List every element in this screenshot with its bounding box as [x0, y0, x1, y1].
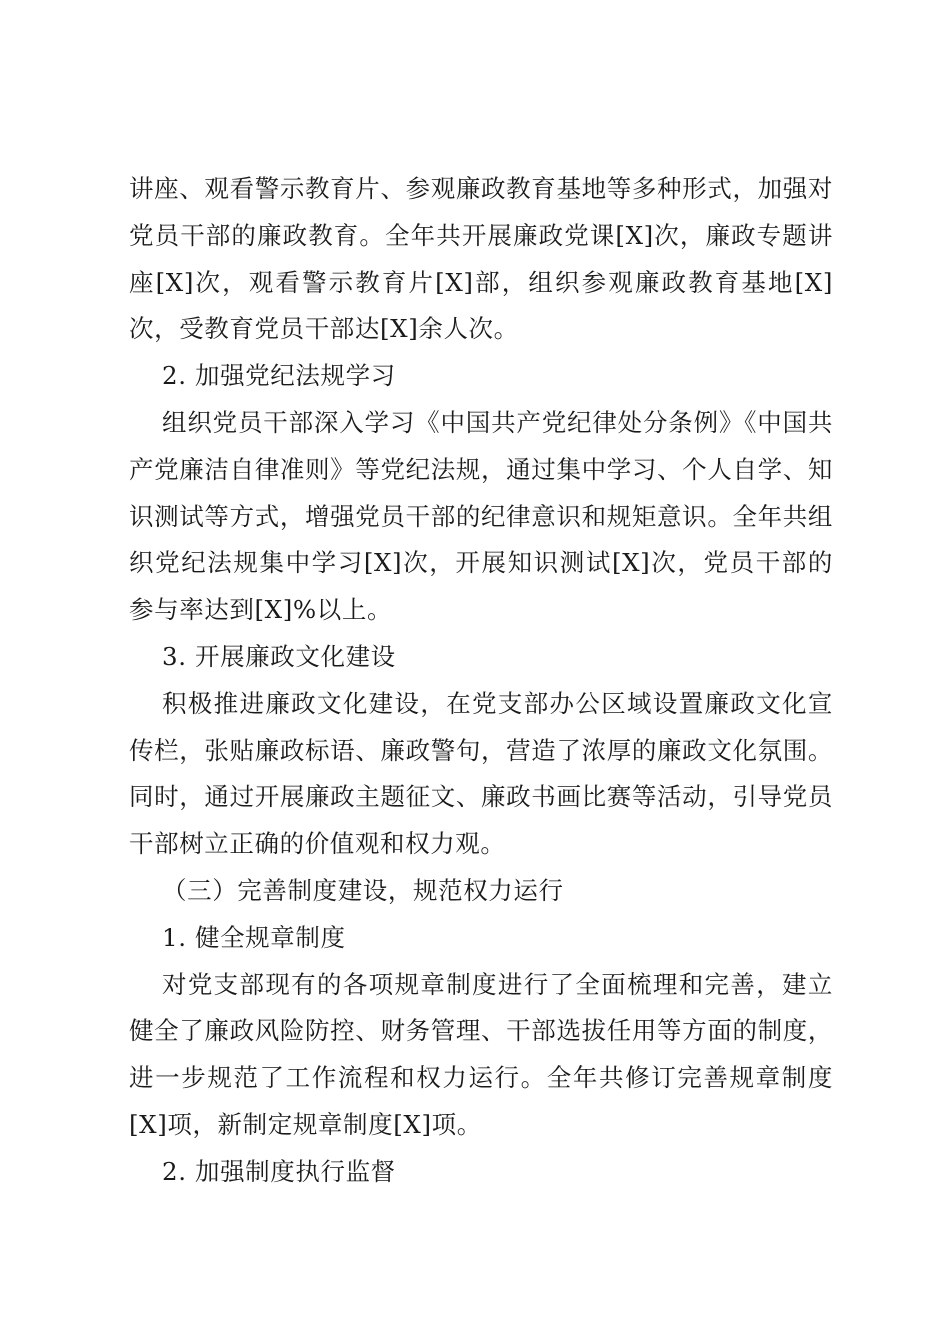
paragraph-party-discipline-study: 组织党员干部深入学习《中国共产党纪律处分条例》《中国共产党廉洁自律准则》等党纪法规，通过集中学习、个人自学、知识测试等方式，增强党员干部的纪律意识和规矩意识。全年共组织党纪法规集中学习[X]次，开展知识测试[X]次，党员干部的参与率达到[X]%以上。: [129, 407, 833, 625]
paragraph-education-continued: 讲座、观看警示教育片、参观廉政教育基地等多种形式，加强对党员干部的廉政教育。全年共开展廉政党课[X]次，廉政专题讲座[X]次，观看警示教育片[X]部，组织参观廉政教育基地[X]次，受教育党员干部达[X]余人次。: [129, 174, 833, 344]
section-heading-institution-building: （三）完善制度建设，规范权力运行: [162, 875, 564, 905]
paragraph-integrity-culture: 积极推进廉政文化建设，在党支部办公区域设置廉政文化宣传栏，张贴廉政标语、廉政警句，营造了浓厚的廉政文化氛围。同时，通过开展廉政主题征文、廉政书画比赛等活动，引导党员干部树立正确的价值观和权力观。: [129, 688, 833, 859]
heading-improve-regulations: 1. 健全规章制度: [162, 922, 346, 952]
heading-supervision-enforcement: 2. 加强制度执行监督: [162, 1156, 396, 1186]
paragraph-improve-regulations: 对党支部现有的各项规章制度进行了全面梳理和完善，建立健全了廉政风险防控、财务管理、干部选拔任用等方面的制度，进一步规范了工作流程和权力运行。全年共修订完善规章制度[X]项，新制定规章制度[X]项。: [129, 969, 833, 1139]
document-body: [129, 166, 833, 1196]
heading-party-discipline-study: 2. 加强党纪法规学习: [162, 361, 396, 391]
heading-integrity-culture: 3. 开展廉政文化建设: [162, 641, 396, 671]
